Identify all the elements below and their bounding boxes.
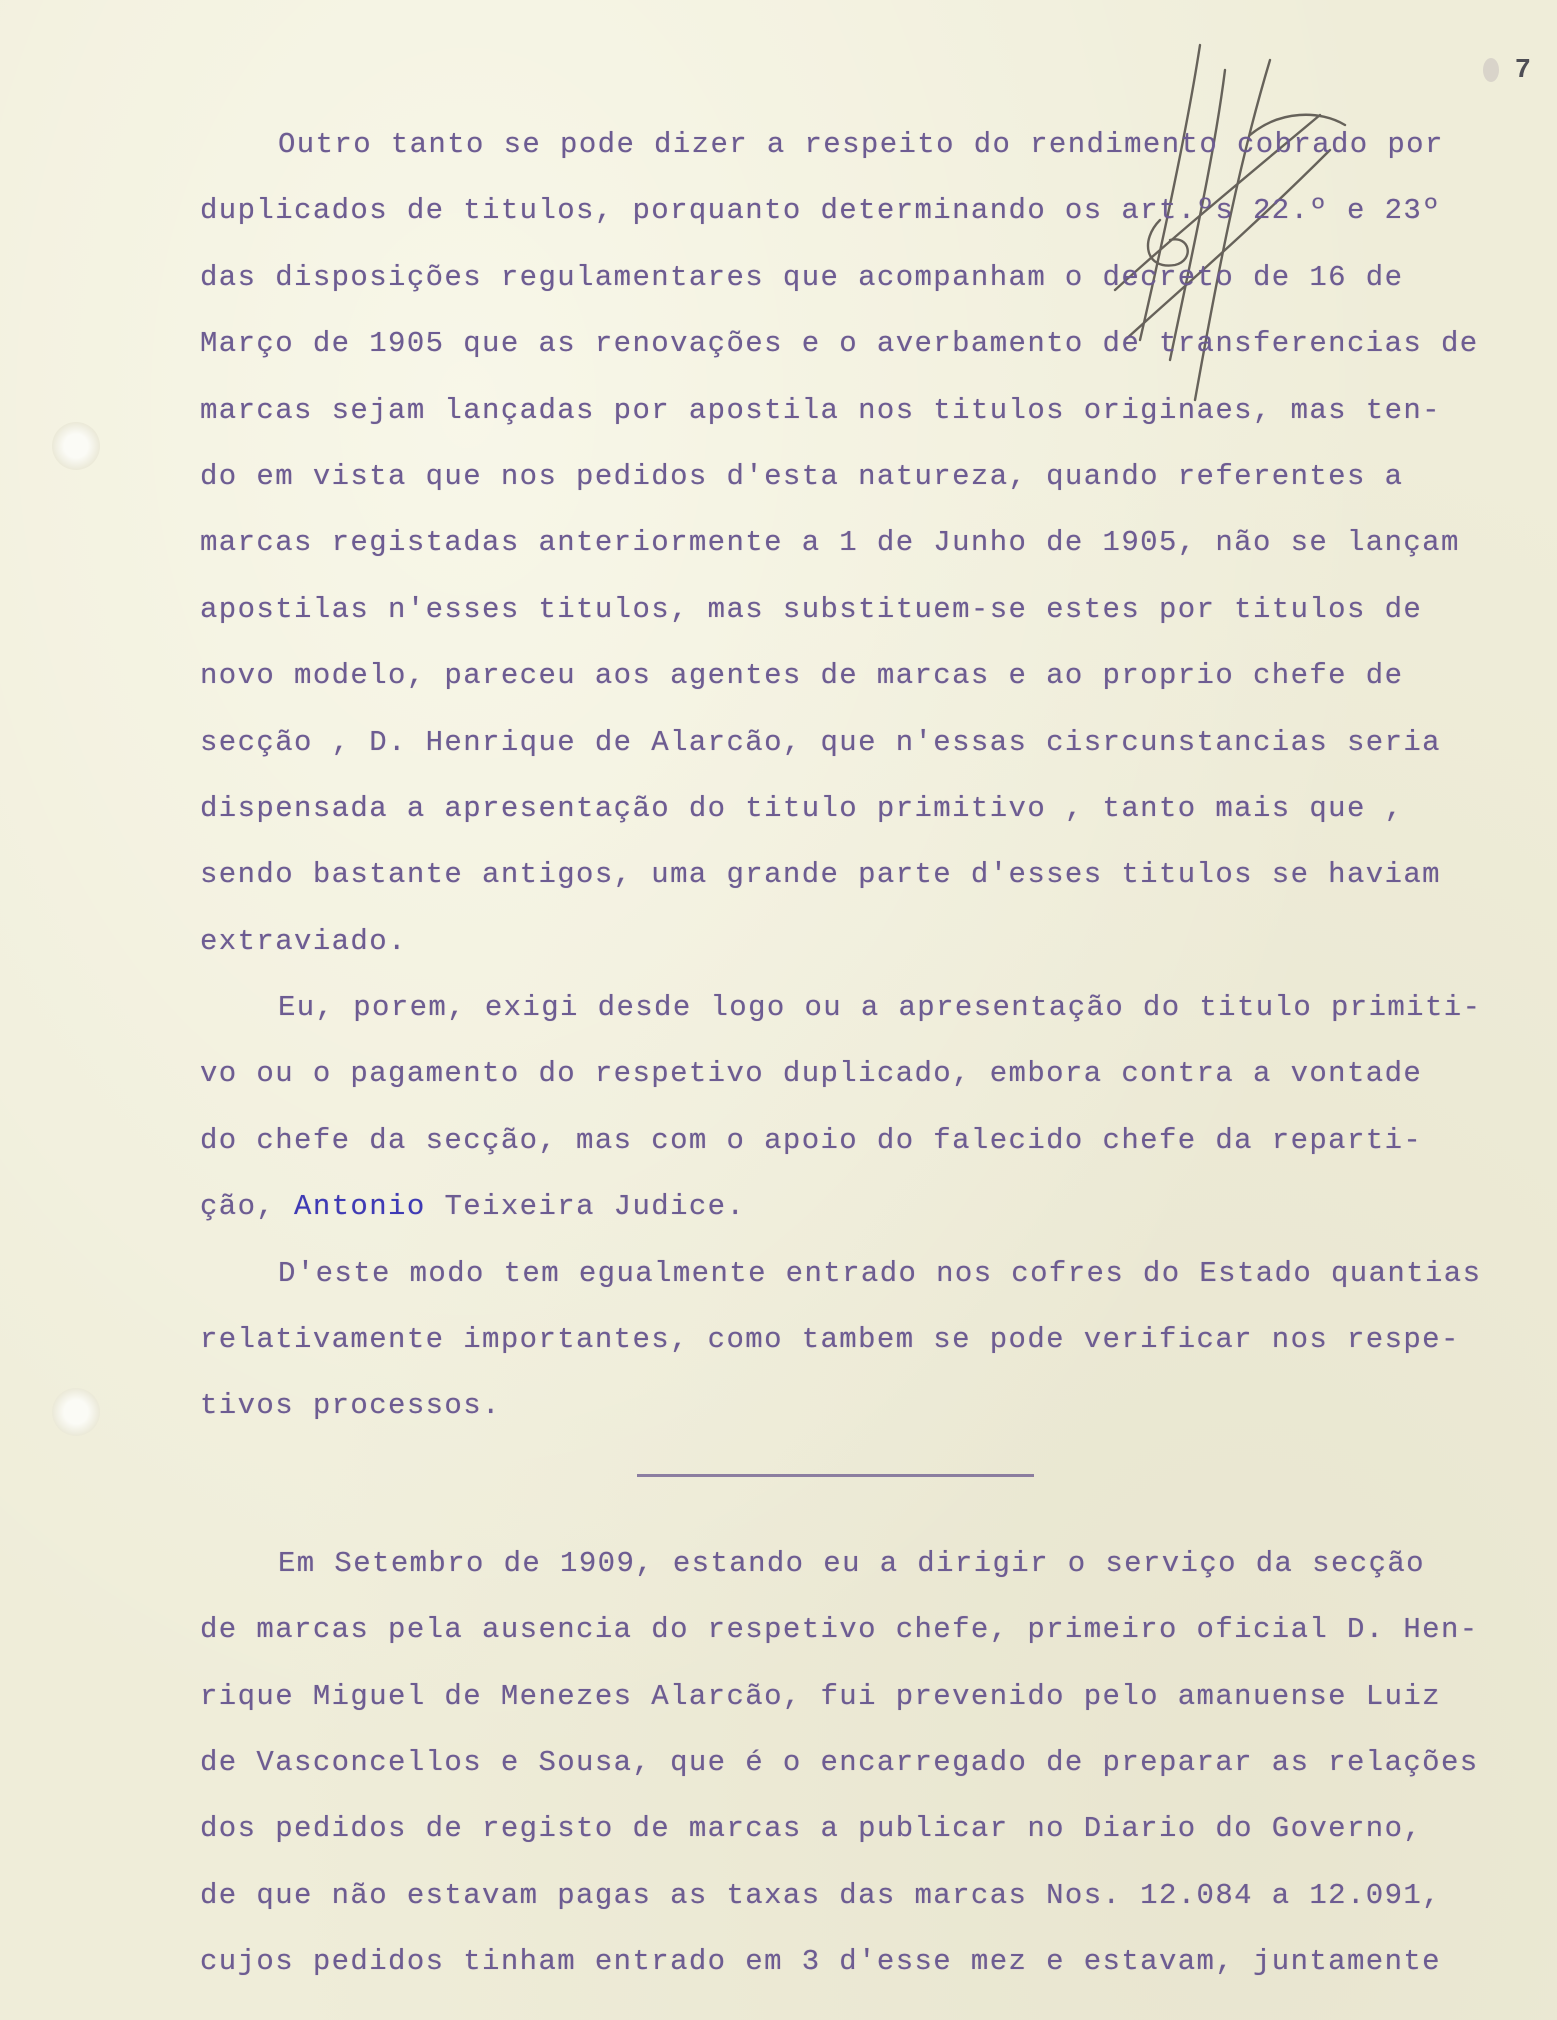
- text-line: rique Miguel de Menezes Alarcão, fui prevenido pelo amanuense Luiz: [200, 1679, 1441, 1713]
- text-fragment: ção,: [200, 1190, 295, 1224]
- text-line: marcas registadas anteriormente a 1 de Junho de 1905, não se lançam: [200, 526, 1460, 560]
- text-line: extraviado.: [200, 924, 407, 958]
- text-line: novo modelo, pareceu aos agentes de marcas e ao proprio chefe de: [200, 659, 1404, 693]
- text-line: Eu, porem, exigi desde logo ou a apresentação do titulo primiti-: [278, 991, 1482, 1025]
- punch-hole: [52, 1388, 100, 1436]
- section-divider: [637, 1474, 1034, 1477]
- text-line: [200, 1174, 1540, 1240]
- text-line: Outro tanto se pode dizer a respeito do rendimento cobrado por: [278, 128, 1444, 161]
- text-line: das disposições regulamentares que acompanham o decreto de 16 de: [200, 260, 1404, 294]
- text-line: Março de 1905 que as renovações e o averbamento de transferencias de: [200, 327, 1479, 361]
- text-line: marcas sejam lançadas por apostila nos titulos originaes, mas ten-: [200, 393, 1441, 427]
- text-line: do em vista que nos pedidos d'esta natureza, quando referentes a: [200, 459, 1404, 493]
- spacer: [200, 1477, 1540, 1531]
- text-line: tivos processos.: [200, 1389, 501, 1423]
- spacer: [200, 1440, 1540, 1474]
- text-line: dos pedidos de registo de marcas a publicar no Diario do Governo,: [200, 1812, 1423, 1846]
- text-line: dispensada a apresentação do titulo primitivo , tanto mais que ,: [200, 791, 1404, 825]
- text-line: do chefe da secção, mas com o apoio do falecido chefe da reparti-: [200, 1123, 1423, 1157]
- typed-letter-body: [200, 112, 1540, 1996]
- text-line: apostilas n'esses titulos, mas substituem-se estes por titulos de: [200, 592, 1423, 626]
- text-line: sendo bastante antigos, uma grande parte d'esses titulos se haviam: [200, 858, 1441, 892]
- text-line: de que não estavam pagas as taxas das marcas Nos. 12.084 a 12.091,: [200, 1878, 1441, 1912]
- text-line: relativamente importantes, como tambem se pode verificar nos respe-: [200, 1323, 1460, 1357]
- text-line: de Vasconcellos e Sousa, que é o encarregado de preparar as relações: [200, 1745, 1479, 1779]
- text-line: de marcas pela ausencia do respetivo chefe, primeiro oficial D. Hen-: [200, 1613, 1479, 1647]
- page-number: 7: [1514, 56, 1531, 86]
- text-line: cujos pedidos tinham entrado em 3 d'esse mez e estavam, juntamente: [200, 1945, 1441, 1979]
- text-line: vo ou o pagamento do respetivo duplicado, embora contra a vontade: [200, 1057, 1423, 1091]
- ink-smudge: [1483, 58, 1499, 82]
- highlighted-name: Antonio: [294, 1190, 426, 1224]
- text-line: secção , D. Henrique de Alarcão, que n'essas cisrcunstancias seria: [200, 725, 1441, 759]
- text-line: Em Setembro de 1909, estando eu a dirigir o serviço da secção: [278, 1546, 1425, 1580]
- text-line: duplicados de titulos, porquanto determinando os art.ºs 22.º e 23º: [200, 194, 1441, 228]
- text-line: D'este modo tem egualmente entrado nos cofres do Estado quantias: [278, 1256, 1482, 1290]
- punch-hole: [52, 422, 100, 470]
- text-fragment: Teixeira Judice.: [425, 1190, 746, 1224]
